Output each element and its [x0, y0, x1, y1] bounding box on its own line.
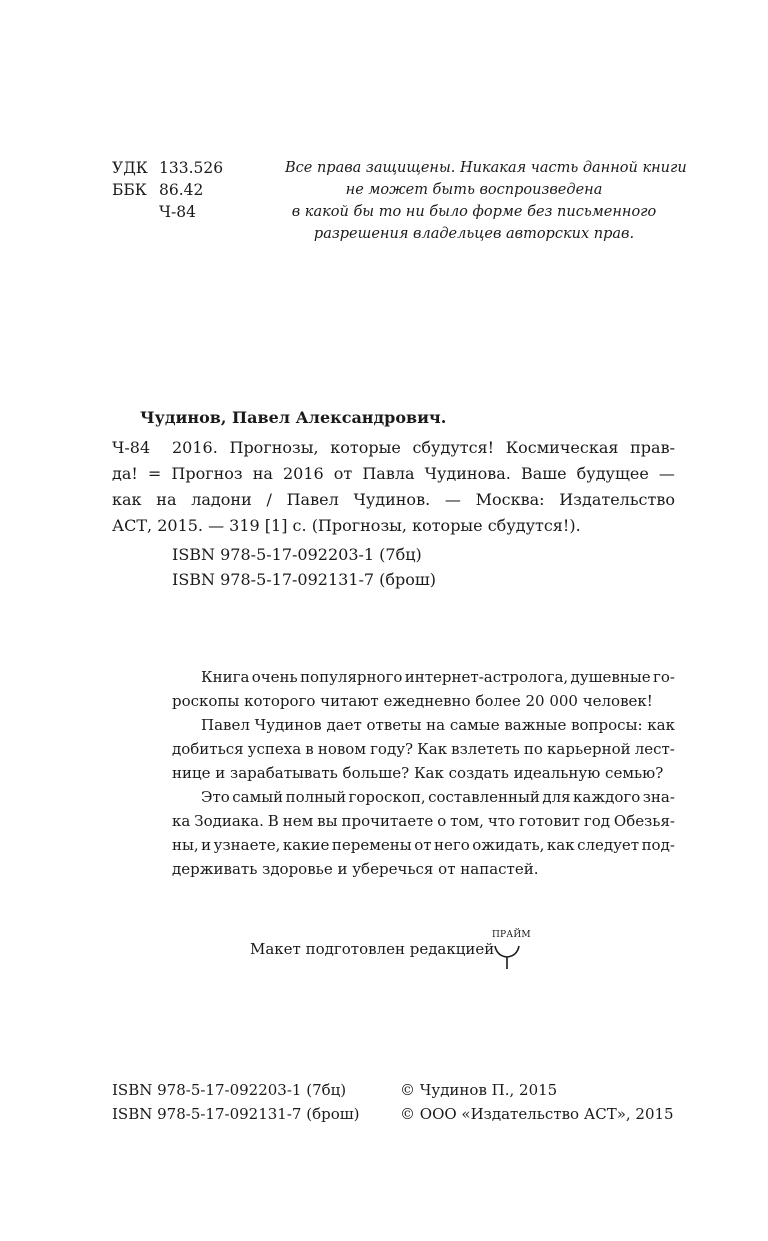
udk-row [112, 157, 223, 179]
word: зна- [642, 788, 675, 806]
word: полный [285, 788, 347, 806]
catalog-line [112, 435, 675, 461]
annotation-line: нице и зарабатывать больше? Как создать идеальную семью? [172, 764, 664, 782]
rights-notice [285, 157, 687, 245]
word: от [414, 836, 432, 854]
word: ожидать, [472, 836, 545, 854]
word: в [305, 740, 314, 758]
annotation-line: роскопы которого читают ежедневно более 20 000 человек! [172, 692, 653, 710]
word: готовит [518, 812, 580, 830]
word: душевные [570, 668, 651, 686]
word: интернет-астролога, [404, 668, 569, 686]
isbn-list [172, 542, 436, 592]
word: взлететь [451, 740, 520, 758]
annotation [172, 665, 675, 881]
word: лест- [634, 740, 675, 758]
word: составленный [428, 788, 540, 806]
word: самый [232, 788, 284, 806]
copyright-block [400, 1078, 674, 1126]
word: го- [653, 668, 675, 686]
rights-line: в какой бы то ни было форме без письменного [291, 204, 657, 220]
word: Это [201, 788, 230, 806]
word: / [266, 490, 272, 509]
copyright-line: © Чудинов П., 2015 [400, 1081, 558, 1099]
word: да! [112, 464, 138, 483]
word: Москва: [475, 490, 545, 509]
word: Чудинова. [424, 464, 511, 483]
word: на [156, 490, 177, 509]
word: под- [641, 836, 675, 854]
word: очень [251, 668, 298, 686]
word: новом [317, 740, 366, 758]
word: популярного [300, 668, 403, 686]
word: каждого [573, 788, 641, 806]
word: о [437, 812, 447, 830]
bbk-label: ББК [112, 181, 147, 199]
bbk-row [112, 179, 223, 201]
word: Павел [201, 716, 250, 734]
bbk-value: 86.42 [159, 181, 204, 199]
word: 2016. [172, 438, 218, 457]
prime-logo-label: ПРАЙМ [492, 930, 531, 940]
word: перемены [331, 836, 412, 854]
word: Зодиака. [194, 812, 264, 830]
word: Прогноз [171, 464, 243, 483]
word: прав- [630, 438, 675, 457]
word: него [433, 836, 470, 854]
imprint-text: Макет подготовлен редакцией [250, 940, 495, 958]
catalog-line-3 [112, 487, 675, 513]
word: как [647, 716, 675, 734]
annotation-line [172, 809, 675, 833]
bottom-isbn-line: ISBN 978-5-17-092131-7 (брош) [112, 1105, 360, 1123]
rights-line: Все права защищены. Никакая часть данной книги [285, 160, 687, 176]
catalog-line-1 [172, 435, 675, 461]
word: карьерной [547, 740, 631, 758]
bottom-isbn-block [112, 1078, 360, 1126]
word: год [583, 812, 610, 830]
word: Обезья- [613, 812, 675, 830]
word: на [252, 464, 273, 483]
author-sign-row [112, 201, 223, 223]
word: ны, [172, 836, 199, 854]
word: Космическая [505, 438, 619, 457]
word: как [112, 490, 142, 509]
word: ка [172, 812, 191, 830]
word: ответы [366, 716, 422, 734]
classification-block [112, 157, 223, 223]
author-sign: Ч-84 [159, 203, 196, 221]
udk-label: УДК [112, 159, 148, 177]
udk-value: 133.526 [159, 159, 224, 177]
annotation-line [172, 785, 675, 809]
word: которые [330, 438, 401, 457]
copyright-line: © ООО «Издательство АСТ», 2015 [400, 1105, 674, 1123]
rights-line: разрешения владельцев авторских прав. [313, 226, 635, 242]
author-heading: Чудинов, Павел Александрович. [140, 408, 447, 427]
prime-logo [491, 930, 537, 970]
word: какие [282, 836, 330, 854]
word: что [487, 812, 516, 830]
word: Чудинов. [353, 490, 431, 509]
word: вы [317, 812, 338, 830]
word: сбудутся! [412, 438, 495, 457]
word: дает [326, 716, 362, 734]
annotation-line [172, 833, 675, 857]
word: Книга [201, 668, 250, 686]
isbn-line: ISBN 978-5-17-092203-1 (7бц) [172, 545, 422, 564]
word: важные [504, 716, 567, 734]
isbn-line: ISBN 978-5-17-092131-7 (брош) [172, 570, 437, 589]
word: как [546, 836, 575, 854]
word: — [658, 464, 675, 483]
word: от [333, 464, 353, 483]
annotation-line [172, 665, 675, 689]
word: следует [577, 836, 640, 854]
bottom-isbn-line: ISBN 978-5-17-092203-1 (7бц) [112, 1081, 347, 1099]
word: Павел [286, 490, 339, 509]
word: будущее [576, 464, 649, 483]
word: по [523, 740, 543, 758]
annotation-line: держивать здоровье и уберечься от напастей. [172, 860, 539, 878]
word: Прогнозы, [229, 438, 319, 457]
word: 2016 [282, 464, 324, 483]
word: успеха [247, 740, 302, 758]
word: самые [449, 716, 500, 734]
word: году? [370, 740, 414, 758]
word: на [426, 716, 446, 734]
rights-line: не может быть воспроизведена [345, 182, 603, 198]
word: Павла [362, 464, 415, 483]
word: вопросы: [571, 716, 643, 734]
catalog-line-2 [112, 461, 675, 487]
word: Как [417, 740, 448, 758]
word: ладони [191, 490, 252, 509]
word: добиться [172, 740, 244, 758]
word: прочитаете [341, 812, 434, 830]
trident-icon [491, 930, 537, 970]
word: Чудинов [254, 716, 322, 734]
word: нем [282, 812, 314, 830]
word: для [542, 788, 571, 806]
word: гороскоп, [348, 788, 426, 806]
word: и [201, 836, 212, 854]
word: В [267, 812, 279, 830]
annotation-line [172, 737, 675, 761]
word: = [147, 464, 162, 483]
word: том, [450, 812, 484, 830]
catalog-code: Ч-84 [112, 438, 151, 457]
annotation-line [172, 713, 675, 737]
catalog-entry [112, 435, 675, 539]
word: Ваше [520, 464, 567, 483]
word: — [444, 490, 461, 509]
catalog-line-4: АСТ, 2015. — 319 [1] с. (Прогнозы, которые сбудутся!). [112, 516, 581, 535]
word: узнаете, [213, 836, 281, 854]
word: Издательство [559, 490, 675, 509]
